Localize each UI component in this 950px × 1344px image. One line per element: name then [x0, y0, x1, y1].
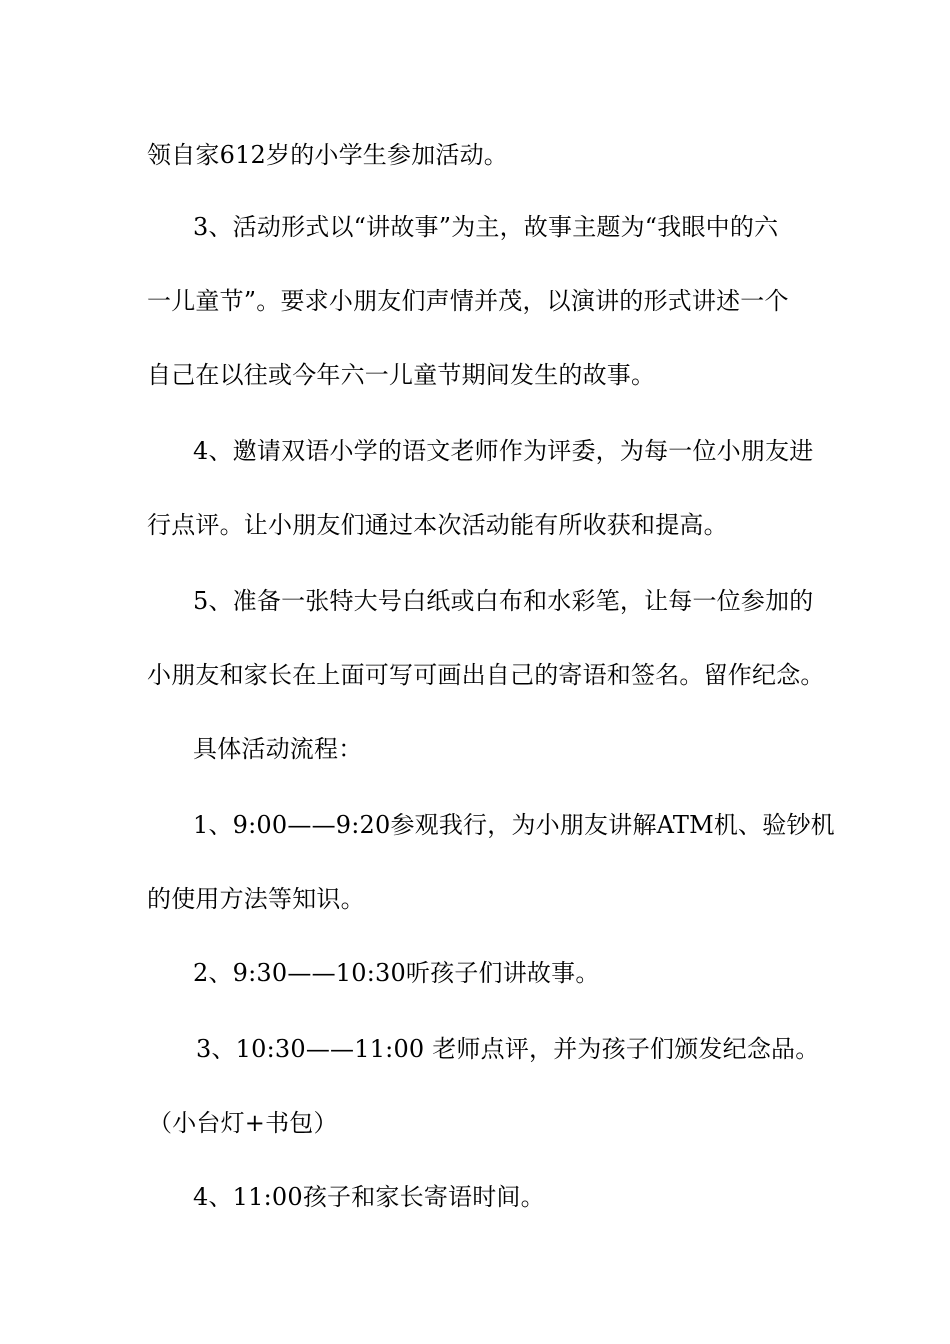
text-line-13: 3、10:30——11:00 老师点评，并为孩子们颁发纪念品。	[196, 1035, 820, 1063]
text-line-2: 3、活动形式以“讲故事”为主，故事主题为“我眼中的六	[193, 213, 779, 241]
text-line-14: （小台灯+书包）	[148, 1109, 338, 1137]
text-line-15: 4、11:00孩子和家长寄语时间。	[193, 1183, 545, 1211]
text-line-12: 2、9:30——10:30听孩子们讲故事。	[193, 959, 600, 987]
text-line-9: 具体活动流程：	[193, 735, 363, 763]
text-line-4: 自己在以往或今年六一儿童节期间发生的故事。	[147, 361, 656, 389]
text-line-6: 行点评。让小朋友们通过本次活动能有所收获和提高。	[147, 511, 728, 539]
text-line-8: 小朋友和家长在上面可写可画出自己的寄语和签名。留作纪念。	[147, 661, 825, 689]
text-line-1: 领自家612岁的小学生参加活动。	[147, 141, 509, 169]
text-line-5: 4、邀请双语小学的语文老师作为评委，为每一位小朋友进	[193, 437, 814, 465]
text-line-11: 的使用方法等知识。	[147, 885, 365, 913]
text-line-3: 一儿童节”。要求小朋友们声情并茂，以演讲的形式讲述一个	[147, 287, 789, 315]
text-line-10: 1、9:00——9:20参观我行，为小朋友讲解ATM机、验钞机	[193, 811, 835, 839]
text-line-7: 5、准备一张特大号白纸或白布和水彩笔，让每一位参加的	[193, 587, 814, 615]
